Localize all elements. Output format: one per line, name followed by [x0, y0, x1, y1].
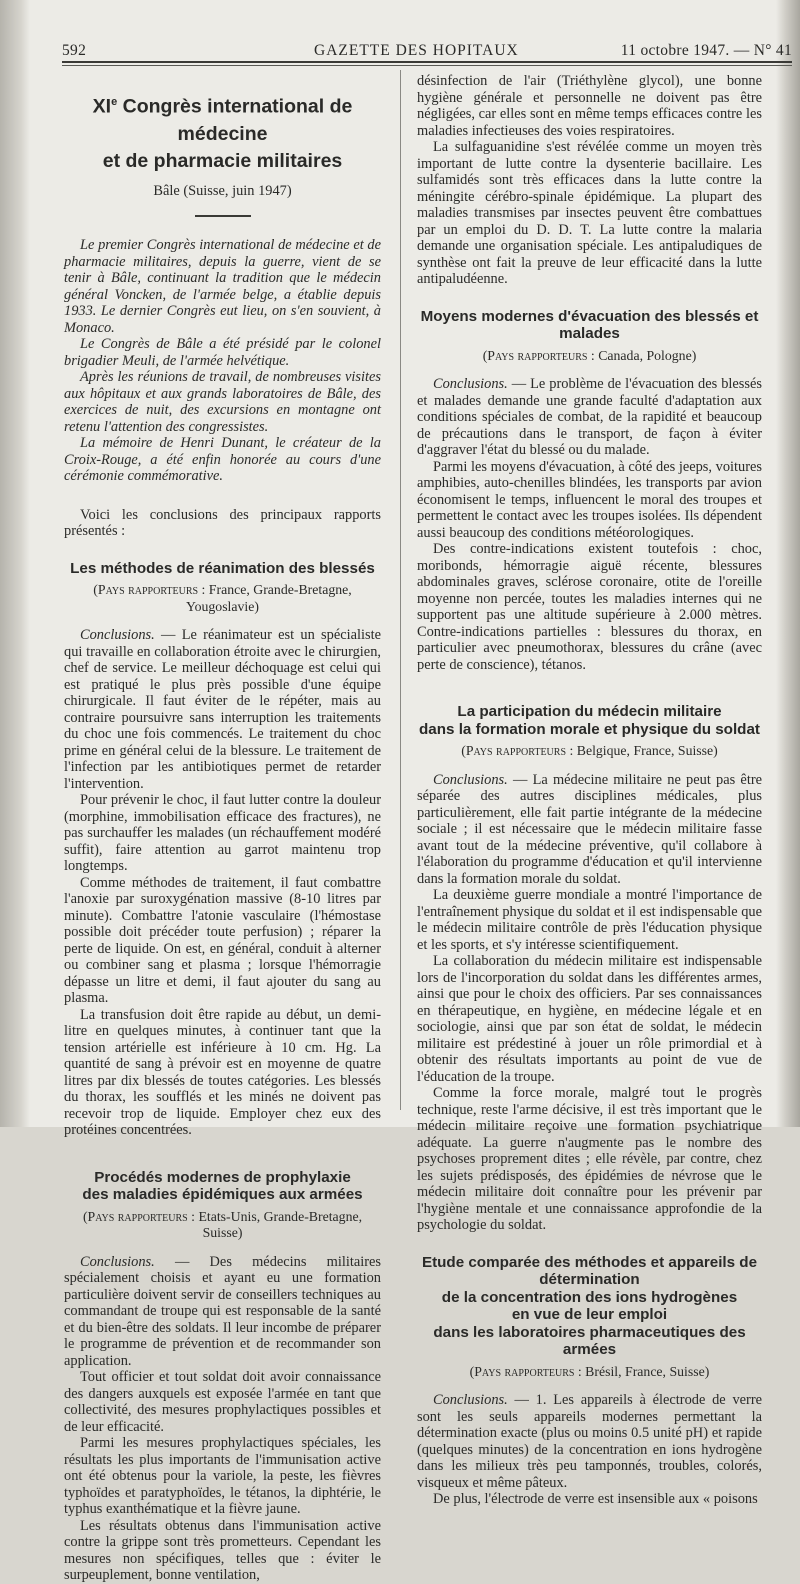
section-rapporteurs: (Pays rapporteurs : Belgique, France, Suisse)	[461, 743, 718, 758]
article-title	[64, 89, 381, 175]
section-paragraph: De plus, l'électrode de verre est insensible aux « poisons	[433, 1491, 758, 1507]
section-paragraph: Conclusions. — Le problème de l'évacuation des blessés et malades demande une grande faculté d'adaptation aux conditions spéciales de combat, de la rapidité et beaucoup de précautions dans le transport, de façon à éviter d'aggraver l'état du blessé ou du malade.	[417, 376, 762, 458]
section-title-evacuation: Moyens modernes d'évacuation des blessés et malades	[420, 307, 759, 342]
journal-title: GAZETTE DES HOPITAUX	[314, 42, 519, 59]
issue-date: 11 octobre 1947. — N° 41	[620, 42, 792, 59]
intro-paragraph: Après les réunions de travail, de nombreuses visites aux hôpitaux et aux grands laboratoires de Bâle, des exercices de nuit, des excursions en montagne ont retenu l'attention des congressistes.	[64, 369, 381, 435]
intro-paragraph: Le Congrès de Bâle a été présidé par le colonel brigadier Meuli, de l'armée helvétique.	[64, 336, 381, 369]
left-column	[64, 73, 381, 1584]
section-paragraph: Des contre-indications existent toutefois : choc, moribonds, hémorragie aiguë récente, blessures abdominales graves, sclérose coronaire, otite de l'oreille moyenne non percée, toutes les maladies internes qui ne supportent pas une altitude supérieure à 2.000 mètres. Contre-indications partielles : blessures du thorax, en particulier avec pneumothorax, blessures du crâne (avec perte de conscience), tétanos.	[417, 541, 762, 673]
header-rule	[62, 61, 792, 63]
header-rule-thin	[62, 65, 792, 66]
intro-paragraph: La mémoire de Henri Dunant, le créateur de la Croix-Rouge, a été enfin honorée au cours d'une cérémonie commémorative.	[64, 435, 381, 484]
title-roman: XI	[92, 95, 112, 118]
page-edge-shadow-right	[776, 0, 800, 1127]
running-header	[62, 38, 792, 62]
section-paragraph: Tout officier et tout soldat doit avoir connaissance des dangers auxquels est exposée l'armée en tant que collectivité, des mesures prophylactiques possibles et de leur efficacité.	[64, 1369, 381, 1435]
right-column	[417, 73, 762, 1508]
intro-paragraph: Le premier Congrès international de médecine et de pharmacie militaires, depuis la guerre, vient de se tenir à Bâle, continuant la tradition que le médecin général Voncken, de l'armée belge, a établie depuis 1933. Le dernier Congrès eut lieu, on s'en souvient, à Monaco.	[64, 237, 381, 336]
section-paragraph: Parmi les mesures prophylactiques spéciales, les résultats les plus importants de l'immunisation active ont été obtenus pour la variole, la peste, les fièvres typhoïdes et paratyphoïdes, le tétanos, la diphtérie, le typhus exanthématique et la fièvre jaune.	[64, 1435, 381, 1517]
title-rest: Congrès international de médecine	[117, 95, 353, 145]
section-paragraph: Conclusions. — 1. Les appareils à électrode de verre sont les seuls appareils modernes permettant la détermination exacte (plus ou moins 0.5 unité pH) et rapide (quelques minutes) de la concentration en ions hydrogène dans les milieux très peu tamponnés, troubles, colorés, visqueux et même pâteux.	[417, 1392, 762, 1491]
lead-sentence: Voici les conclusions des principaux rapports présentés :	[64, 506, 381, 539]
section-rapporteurs: (Pays rapporteurs : France, Grande-Bretagne, Yougoslavie)	[93, 582, 352, 614]
section-paragraph: Conclusions. — La médecine militaire ne peut pas être séparée des autres disciplines médicales, plus particulièrement, elle fait partie intégrante de la médecine sociale ; il est nécessaire que le médecin militaire fasse avant tout de la médecine préventive, qu'il collabore à l'élaboration du programme d'éducation et qu'il intervienne dans la formation morale du soldat.	[417, 771, 762, 887]
section-rapporteurs: (Pays rapporteurs : Brésil, France, Suisse)	[469, 1363, 710, 1379]
section-title-reanimation: Les méthodes de réanimation des blessés	[70, 559, 375, 577]
section-title-prophylaxie: Procédés modernes de prophylaxie des maladies épidémiques aux armées	[82, 1168, 363, 1203]
section-paragraph: Pour prévenir le choc, il faut lutter contre la douleur (morphine, immobilisation efficace des fractures), ne pas surchauffer les malades (un réchauffement modéré suffit), faire attention au garrot maintenu trop longtemps.	[64, 792, 381, 874]
place-date: Bâle (Suisse, juin 1947)	[153, 182, 292, 199]
section-paragraph: désinfection de l'air (Triéthylène glycol), une bonne hygiène générale et personnelle ne doivent pas être négligées, car elles sont en même temps efficaces contre les maladies infectieuses des voies respiratoires.	[417, 73, 762, 139]
page-number: 592	[62, 42, 87, 59]
section-title-ph: Etude comparée des méthodes et appareils de détermination de la concentration des ions hydrogènes en vue de leur emploi dans les laboratoires pharmaceutiques des armées	[421, 1253, 758, 1358]
title-line-2: et de pharmacie militaires	[102, 149, 343, 172]
section-paragraph: La sulfaguanidine s'est révélée comme un moyen très important de lutte contre la dysenterie bacillaire. Les sulfamidés sont très efficaces dans la lutte contre la méningite cérébro-spinale épidémique. La plupart des maladies transmises par insectes peuvent être combattues par un emploi du D. D. T. La lutte contre la malaria demande une organisation spéciale. Les antipaludiques de synthèse ont fait la preuve de leur efficacité dans la lutte antipaludéenne.	[417, 139, 762, 287]
section-paragraph: Conclusions. — Le réanimateur est un spécialiste qui travaille en collaboration étroite avec le chirurgien, chef de service. Le meilleur déchoquage est celui qui est pratiqué le plus près possible d'une équipe chirurgicale. Il faut éviter de le répéter, mais au contraire poursuivre sans interruption les traitements du choc une fois commencés. Le traitement du choc prime en général celui de la blessure. Le traitement de l'infection par les antibiotiques permet de retarder l'intervention.	[64, 627, 381, 792]
section-title-formation: La participation du médecin militaire dans la formation morale et physique du soldat	[419, 703, 760, 738]
page-edge-shadow-left	[0, 0, 30, 1127]
section-rapporteurs: (Pays rapporteurs : Canada, Pologne)	[482, 347, 697, 363]
section-paragraph: La deuxième guerre mondiale a montré l'importance de l'entraînement physique du soldat et il est indispensable que le médecin militaire contrôle de près l'éducation physique et les sports, et s'y intéresse scientifiquement.	[417, 887, 762, 953]
section-paragraph: Les résultats obtenus dans l'immunisation active contre la grippe sont très prometteurs. Cependant les mesures non spécifiques, telles que : éviter le surpeuplement, bonne ventilation,	[64, 1517, 381, 1583]
section-paragraph: La transfusion doit être rapide au début, un demi-litre en quelques minutes, à continuer tant que la tension artérielle est inférieure à 10 cm. Hg. La quantité de sang à prévoir est en moyenne de quatre litres par dix blessés de toutes catégories. Les blessés du thorax, les soufflés et les minés ne doivent pas recevoir trop de liquide. Employer chez eux des protéines concentrées.	[64, 1006, 381, 1138]
section-rapporteurs: (Pays rapporteurs : Etats-Unis, Grande-Bretagne, Suisse)	[82, 1208, 363, 1240]
section-paragraph: Parmi les moyens d'évacuation, à côté des jeeps, voitures amphibies, auto-chenilles blindées, les transports par avion économisent le temps, influencent le moral des troupes et permettent le contact avec les troupes isolées. Ils dépendent aussi beaucoup des conditions météorologiques.	[417, 458, 762, 541]
section-paragraph: Comme méthodes de traitement, il faut combattre l'anoxie par suroxygénation massive (8-10 litres par minute). Combattre l'atonie vasculaire (l'hémostase possible doit précéder toute perfusion) ; réparer la perte de liquide. On est, en général, conduit à alterner ou combiner sang et plasma ; lorsque l'hémorragie dépasse un litre et demi, il faut ajouter du sang au plasma.	[64, 874, 381, 1006]
column-divider	[400, 70, 401, 1110]
title-sup: e	[111, 96, 118, 108]
section-paragraph: Comme la force morale, malgré tout le progrès technique, reste l'arme décisive, il est très important que le médecin militaire reçoive une formation psychiatrique adéquate. La guerre n'augmente pas le nombre des psychoses proprement dites ; elle révèle, par contre, chez les sujets prédisposés, des épidémies de névrose que le médecin militaire doit connaître pour les prévenir par l'hygiène mentale et une connaissance approfondie de la psychologie du soldat.	[417, 1085, 762, 1233]
section-paragraph: Conclusions. — Des médecins militaires spécialement choisis et ayant eu une formation particulière doivent servir de conseillers techniques au commandant de troupe qui est responsable de la santé et du bien-être des soldats. Il leur incombe de préparer le programme de prévention et de recommander son application.	[64, 1253, 381, 1369]
title-separator	[195, 215, 251, 217]
article-intro	[64, 237, 381, 485]
section-paragraph: La collaboration du médecin militaire est indispensable lors de l'incorporation du soldat dans les différentes armes, ainsi que pour le choix des officiers. Par ses connaissances en thérapeutique, en hygiène, en médecine légale et en sociologie, ainsi que par son état de soldat, le médecin militaire est prédestiné à jouer un rôle primordial et à obtenir des résultats importants au point de vue de l'éducation de la troupe.	[417, 953, 762, 1085]
